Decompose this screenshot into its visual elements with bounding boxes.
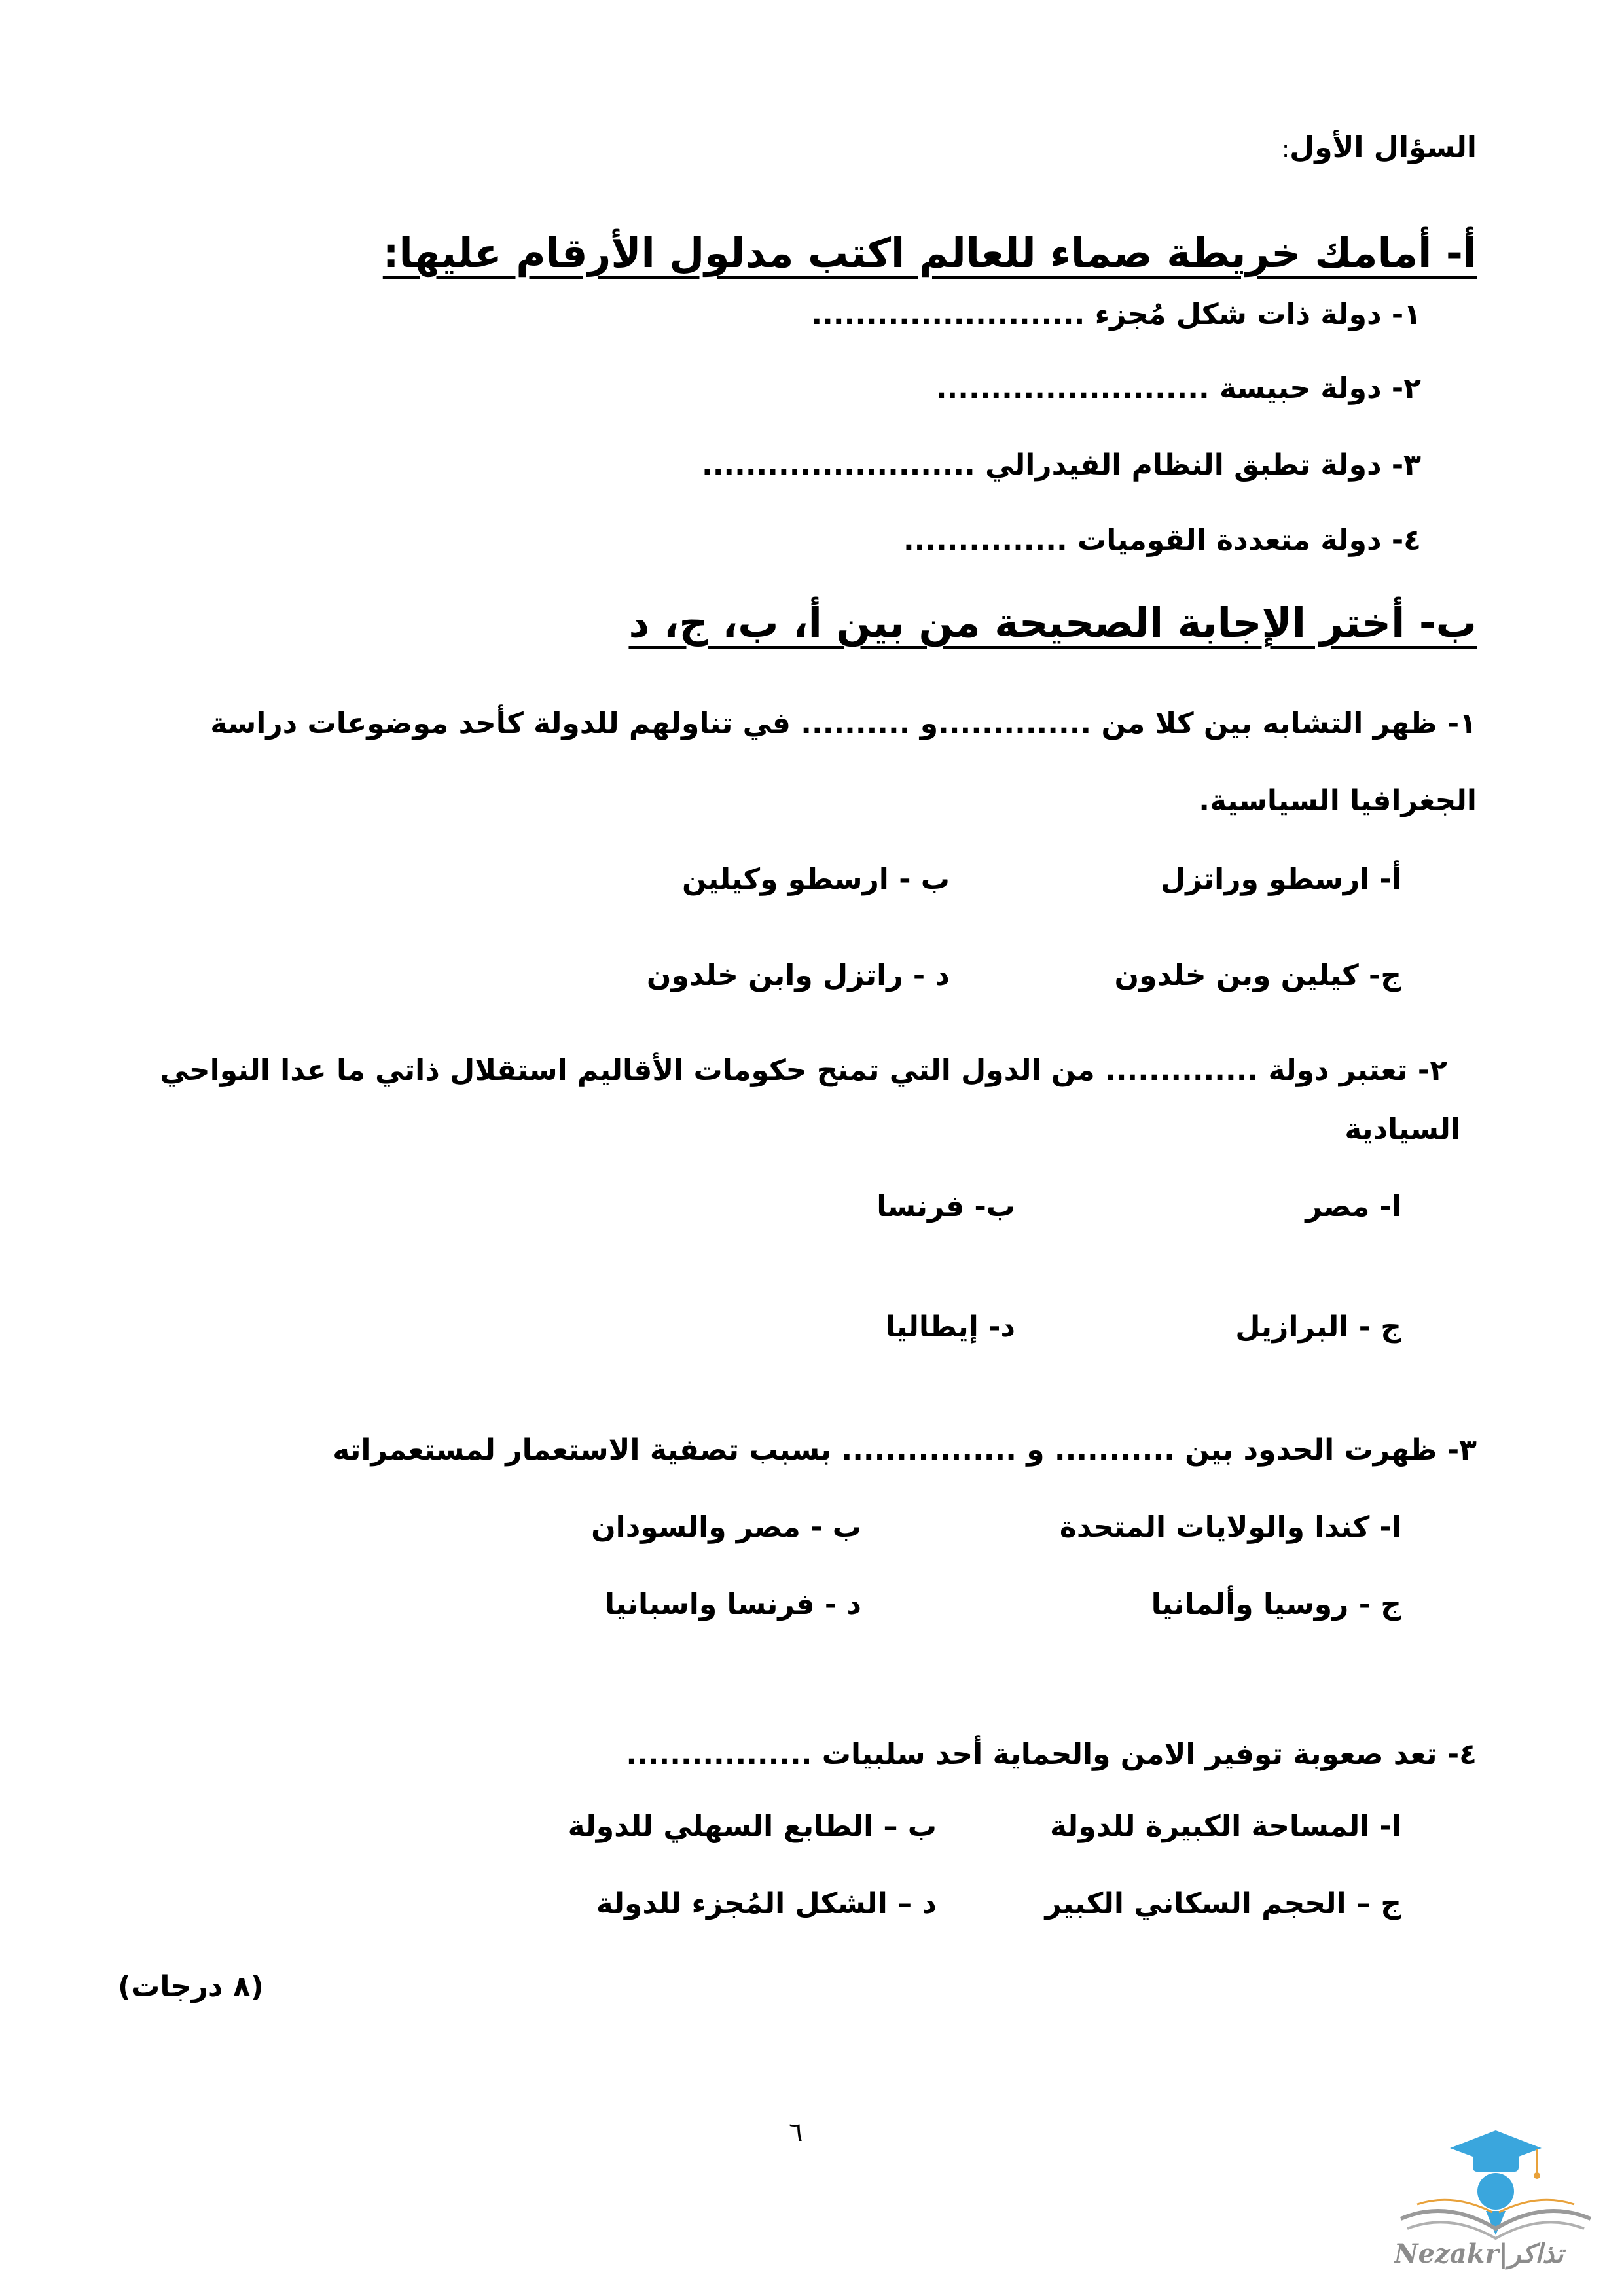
q4-option-d: د – الشكل المُجزء للدولة [596,1887,937,1920]
q4-line-1: ٤- تعد صعوبة توفير الامن والحماية أحد سلبيات ................. [626,1738,1477,1771]
part-a-heading: أ- أمامك خريطة صماء للعالم اكتب مدلول الأرقام عليها: [382,229,1477,277]
part-a-item-3: ٣- دولة تطبق النظام الفيدرالي ......................... [701,448,1421,482]
q2-option-a: ا- مصر [1305,1190,1401,1223]
part-a-item-4: ٤- دولة متعددة القوميات ............... [903,524,1421,557]
q3-option-d: د - فرنسا واسبانيا [605,1588,861,1621]
part-a-item-2: ٢- دولة حبيسة ......................... [935,372,1421,405]
q3-line-1: ٣- ظهرت الحدود بين ........... و ................ بسبب تصفية الاستعمار لمستعمراته [333,1433,1477,1467]
part-a-item-1: ١- دولة ذات شكل مُجزء ......................... [811,298,1421,331]
watermark-text: Nezakr|تذاكر [1394,2238,1564,2269]
grades-note: (٨ درجات) [118,1970,264,2003]
q1-option-a: أ- ارسطو وراتزل [1161,863,1401,896]
part-b-heading: ب- أختر الإجابة الصحيحة من بين أ، ب، ج، د [628,599,1477,647]
q1-line-2: الجغرافيا السياسية. [1199,784,1477,817]
q4-option-b: ب – الطابع السهلي للدولة [568,1810,937,1843]
q1-option-d: د - راتزل وابن خلدون [646,959,950,992]
graduation-cap-icon [1450,2130,1542,2235]
q1-option-b: ب - ارسطو وكيلين [682,863,950,896]
q3-option-c: ج - روسيا وألمانيا [1151,1588,1401,1621]
q2-option-b: ب- فرنسا [876,1190,1015,1223]
q2-option-c: ج - البرازيل [1235,1310,1401,1344]
question-title [1282,131,1477,164]
q3-option-b: ب - مصر والسودان [591,1511,861,1544]
q2-line-1: ٢- تعتبر دولة .............. من الدول التي تمنح حكومات الأقاليم استقلال ذاتي ما عدا النواحي [160,1054,1447,1087]
question-title-text: السؤال الأول [1290,131,1477,164]
page-number: ٦ [789,2117,803,2147]
q4-option-c: ج – الحجم السكاني الكبير [1045,1887,1401,1920]
q1-line-1: ١- ظهر التشابه بين كلا من ..............و .......... في تناولهم للدولة كأحد موضوعات دراسة [210,707,1477,740]
q2-line-2: السيادية [1344,1113,1460,1146]
q4-option-a: ا- المساحة الكبيرة للدولة [1049,1810,1401,1843]
question-title-colon: : [1281,136,1290,163]
q1-option-c: ج- كيلين وبن خلدون [1114,959,1401,992]
q3-option-a: ا- كندا والولايات المتحدة [1059,1511,1401,1544]
q2-option-d: د- إيطاليا [885,1310,1015,1344]
